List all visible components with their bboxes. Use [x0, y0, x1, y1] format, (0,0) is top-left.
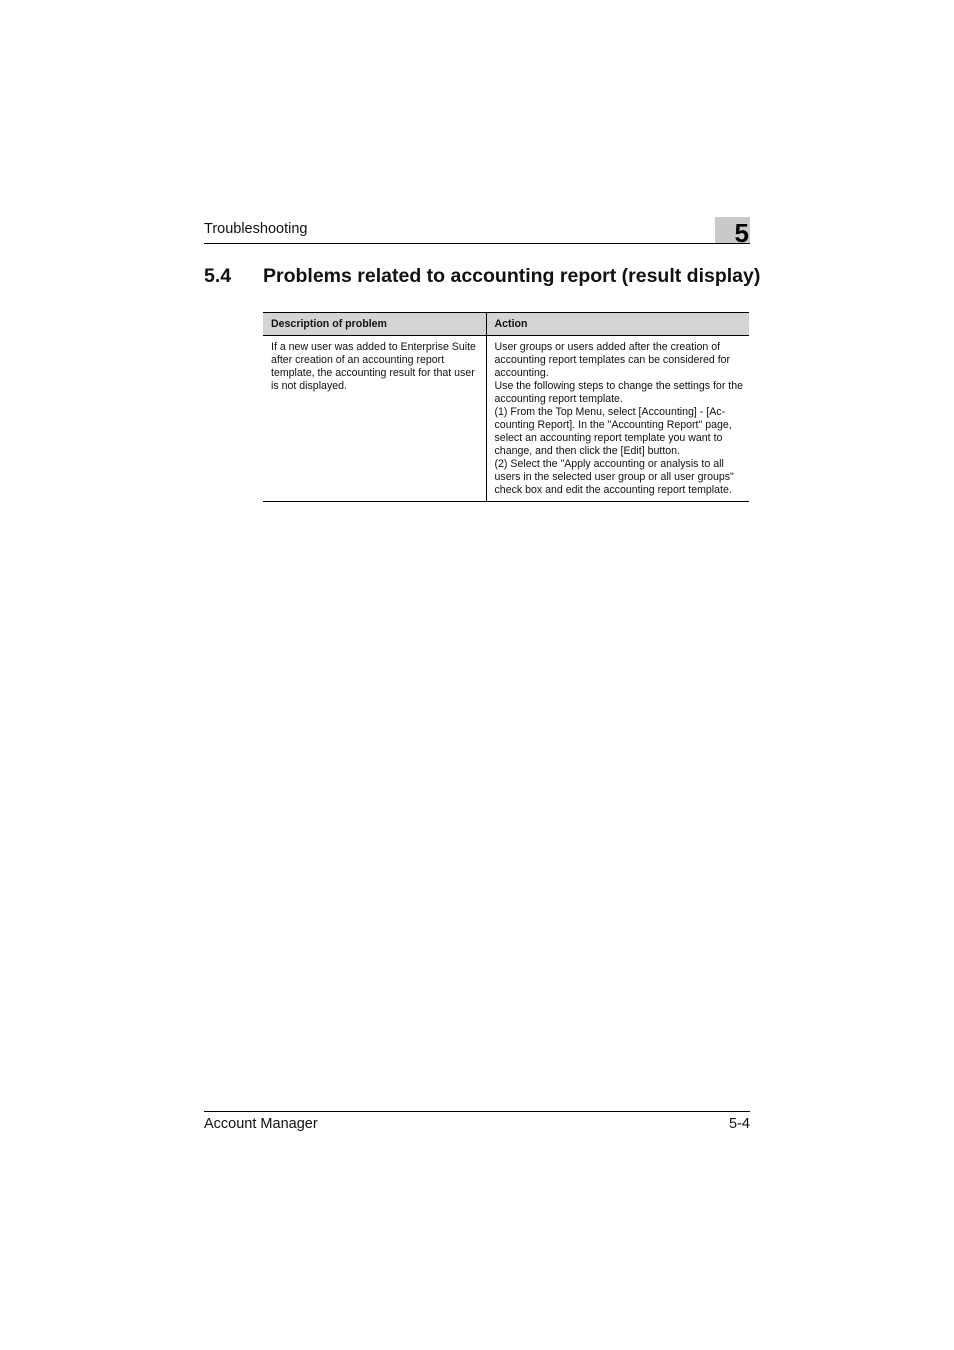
- chapter-number: 5: [734, 218, 749, 248]
- footer-document-title: Account Manager: [204, 1116, 318, 1132]
- footer-page-number: 5-4: [729, 1116, 750, 1132]
- action-paragraph: User groups or users added after the creation of accounting report templates can be considered for accounting.: [494, 341, 731, 379]
- table-header-row: [263, 313, 749, 336]
- action-step: (2) Select the "Apply accounting or analysis to all users in the selected user group or all user groups" check box and edit the accounting report template.: [494, 458, 734, 496]
- action-cell: [486, 336, 749, 502]
- section-title: Problems related to accounting report (result display): [263, 265, 761, 287]
- page-header: [204, 216, 750, 248]
- column-header-action: Action: [486, 313, 749, 336]
- table-row: [263, 336, 749, 502]
- column-header-problem: Description of problem: [263, 313, 486, 336]
- page-footer: [204, 1111, 750, 1134]
- troubleshooting-table: [263, 312, 749, 502]
- action-paragraph: Use the following steps to change the settings for the accounting report template.: [494, 380, 744, 405]
- section-number: 5.4: [204, 265, 232, 287]
- action-step: (1) From the Top Menu, select [Accounting] - [Accounting Report]. In the "Accounting Report" page, select an accounting report template you want to change, and then click the [Edit] button.: [494, 406, 732, 457]
- running-header-title: Troubleshooting: [204, 221, 308, 237]
- chapter-tab: [715, 217, 750, 248]
- problem-description-cell: If a new user was added to Enterprise Suite after creation of an accounting report template, the accounting result for that user is not displayed.: [263, 336, 486, 502]
